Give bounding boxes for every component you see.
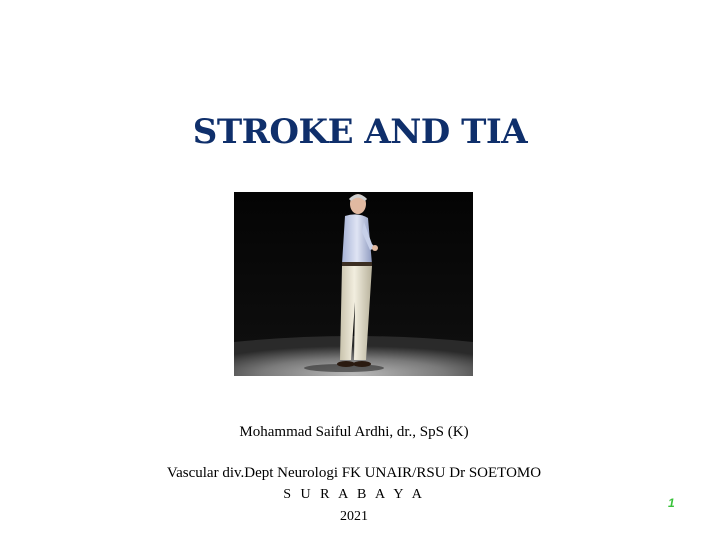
department: Vascular div.Dept Neurologi FK UNAIR/RSU Dr SOETOMO — [166, 465, 542, 481]
author-name: Mohammad Saiful Ardhi, dr., SpS (K) — [239, 424, 469, 440]
slide-title: STROKE AND TIA — [192, 112, 528, 152]
city: S U R A B A Y A — [283, 487, 425, 502]
page-number: 1 — [668, 496, 675, 510]
standing-man-photo — [234, 192, 473, 376]
year: 2021 — [340, 509, 368, 524]
